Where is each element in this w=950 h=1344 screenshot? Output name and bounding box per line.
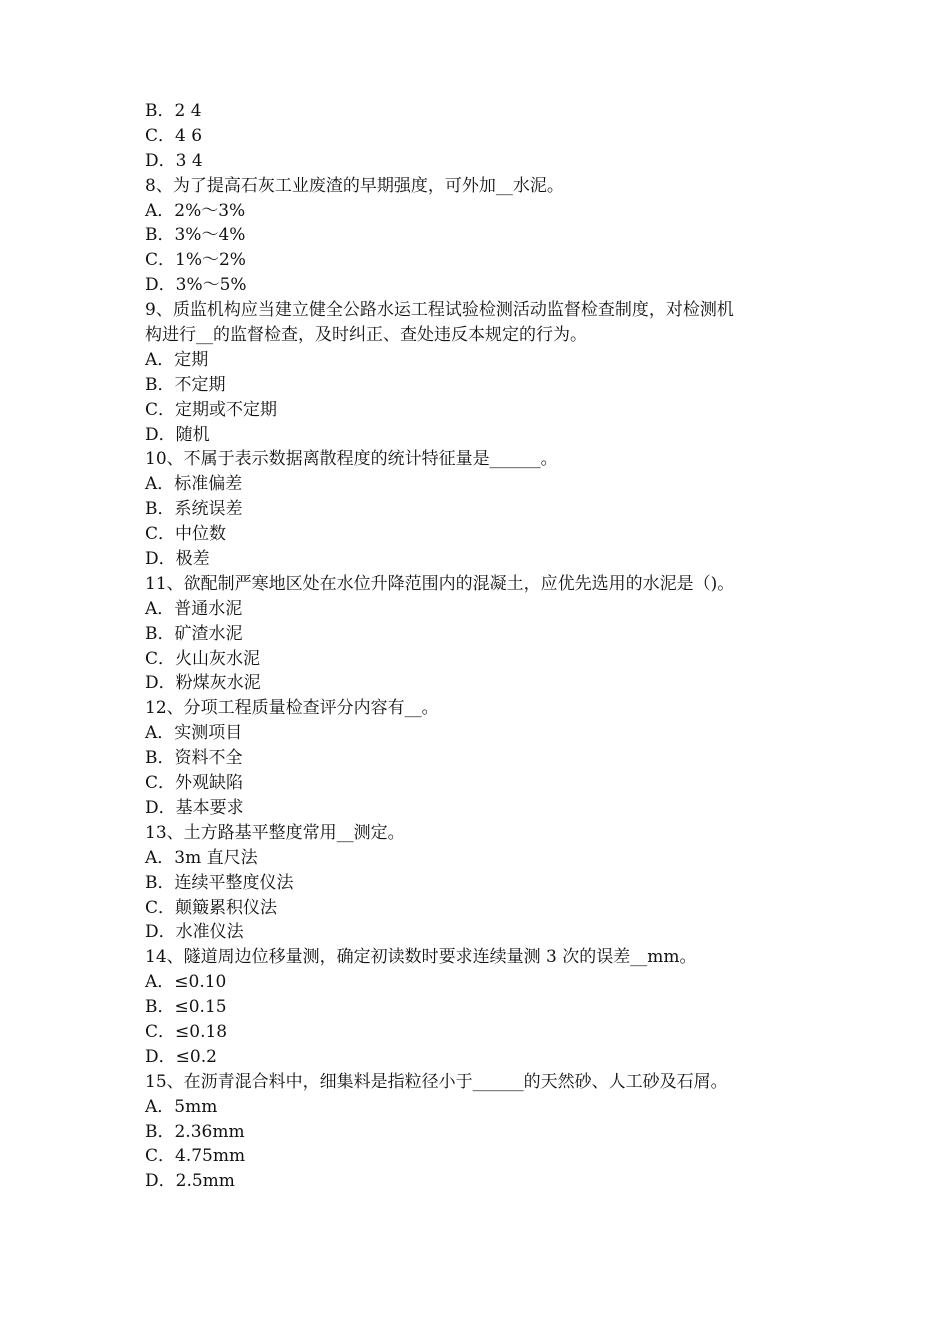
question-text: 14、隧道周边位移量测，确定初读数时要求连续量测 3 次的误差__mm。 bbox=[145, 947, 697, 968]
answer-option: B．矿渣水泥 bbox=[145, 623, 243, 644]
answer-option: C．定期或不定期 bbox=[145, 399, 278, 420]
answer-option: D．3 4 bbox=[145, 150, 203, 171]
question-text: 10、不属于表示数据离散程度的统计特征量是______。 bbox=[145, 449, 558, 470]
question-text: 9、质监机构应当建立健全公路水运工程试验检测活动监督检查制度，对检测机 bbox=[145, 300, 734, 321]
answer-option: B．2.36mm bbox=[145, 1121, 245, 1142]
question-text: 构进行__的监督检查，及时纠正、查处违反本规定的行为。 bbox=[145, 325, 587, 346]
question-text: 8、为了提高石灰工业废渣的早期强度，可外加__水泥。 bbox=[145, 175, 564, 196]
answer-option: A．实测项目 bbox=[145, 723, 243, 744]
answer-option: B．连续平整度仪法 bbox=[145, 872, 294, 893]
answer-option: A．3m 直尺法 bbox=[145, 847, 258, 868]
question-text: 12、分项工程质量检查评分内容有__。 bbox=[145, 698, 439, 719]
question-text: 15、在沥青混合料中，细集料是指粒径小于______的天然砂、人工砂及石屑。 bbox=[145, 1071, 728, 1092]
answer-option: D．水准仪法 bbox=[145, 922, 244, 943]
answer-option: C．1%～2% bbox=[145, 250, 246, 271]
question-text: 13、土方路基平整度常用__测定。 bbox=[145, 822, 405, 843]
answer-option: D．3%～5% bbox=[145, 275, 247, 296]
answer-option: B．不定期 bbox=[145, 374, 226, 395]
answer-option: A．2%～3% bbox=[145, 200, 246, 221]
answer-option: D．2.5mm bbox=[145, 1171, 235, 1192]
answer-option: B．资料不全 bbox=[145, 748, 243, 769]
answer-option: C．颠簸累积仪法 bbox=[145, 897, 278, 918]
answer-option: D．随机 bbox=[145, 424, 210, 445]
answer-option: D．≤0.2 bbox=[145, 1046, 217, 1067]
answer-option: C．中位数 bbox=[145, 524, 227, 545]
answer-option: D．基本要求 bbox=[145, 797, 244, 818]
answer-option: A．普通水泥 bbox=[145, 598, 243, 619]
answer-option: B．3%～4% bbox=[145, 225, 246, 246]
answer-option: B．≤0.15 bbox=[145, 997, 227, 1018]
answer-option: A．≤0.10 bbox=[145, 972, 227, 993]
document-body bbox=[145, 99, 815, 1194]
answer-option: C．≤0.18 bbox=[145, 1021, 228, 1042]
answer-option: D．粉煤灰水泥 bbox=[145, 673, 261, 694]
answer-option: C．4.75mm bbox=[145, 1146, 246, 1167]
answer-option: C．火山灰水泥 bbox=[145, 648, 261, 669]
answer-option: C．4 6 bbox=[145, 125, 203, 146]
question-text: 11、欲配制严寒地区处在水位升降范围内的混凝土，应优先选用的水泥是（)。 bbox=[145, 573, 735, 594]
answer-option: B．2 4 bbox=[145, 101, 202, 121]
answer-option: A．定期 bbox=[145, 349, 209, 370]
answer-option: D．极差 bbox=[145, 549, 210, 570]
answer-option: B．系统误差 bbox=[145, 499, 243, 520]
answer-option: A．5mm bbox=[145, 1096, 218, 1117]
answer-option: A．标准偏差 bbox=[145, 474, 243, 495]
answer-option: C．外观缺陷 bbox=[145, 773, 244, 794]
